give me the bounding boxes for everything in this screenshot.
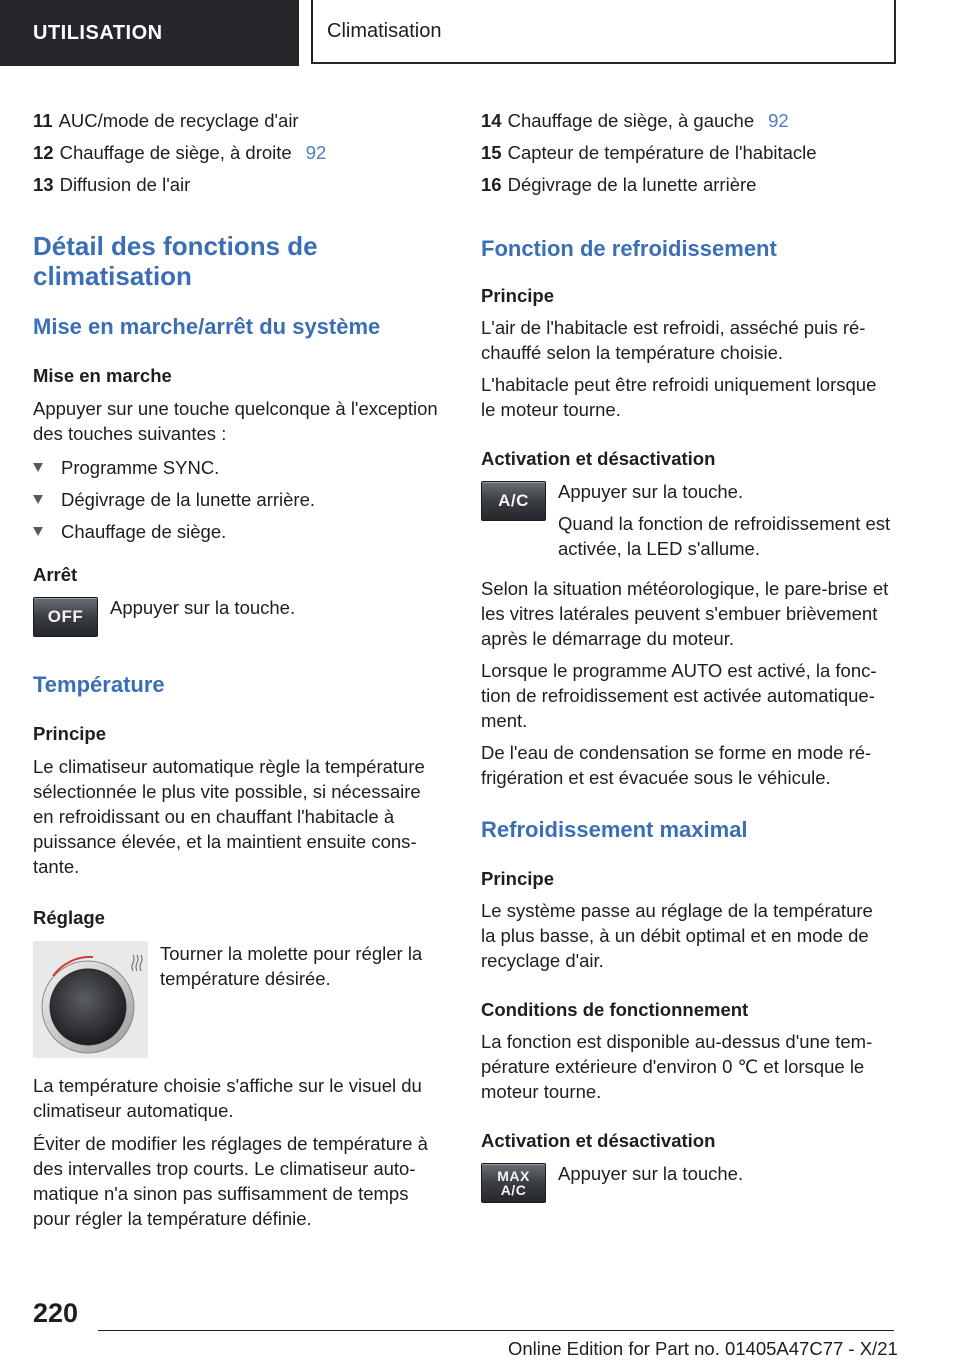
subheading-principle: Principe: [481, 868, 554, 889]
setting-instruction: Tourner la molette pour régler la température désirée.: [33, 941, 443, 1058]
conditions-text: La fonction est disponible au-dessus d'une température extérieure d'environ 0 ℃ et lorsque le moteur tourne.: [481, 1031, 873, 1102]
header-section: [0, 0, 299, 66]
edition-note: Online Edition for Part no. 01405A47C77 - X/21: [508, 1338, 898, 1359]
subheading-max-activation: Activation et désactivation: [481, 1130, 716, 1151]
list-item: Programme SYNC.: [33, 455, 443, 480]
list-item: Dégivrage de la lunette arrière.: [33, 487, 443, 512]
ac-button-icon: A/C: [481, 481, 546, 521]
triangle-bullet-icon: [33, 495, 43, 504]
heading-detail: Détail des fonctions de climatisation: [33, 231, 318, 291]
temperature-knob-icon: [33, 941, 148, 1058]
header-chapter: [311, 0, 896, 64]
heading-on-off: Mise en marche/arrêt du système: [33, 314, 381, 339]
exceptions-list: [33, 455, 443, 544]
legend-item-14: 14 Chauffage de siège, à gauche 92: [481, 110, 789, 131]
subheading-principle: Principe: [481, 285, 554, 306]
list-item: Chauffage de siège.: [33, 519, 443, 544]
footer-divider: [98, 1330, 894, 1331]
page-ref-link[interactable]: 92: [305, 142, 327, 163]
subheading-off: Arrêt: [33, 564, 78, 585]
heading-cooling: Fonction de refroidissement: [481, 236, 777, 261]
subheading-conditions: Conditions de fonctionnement: [481, 999, 749, 1020]
legend-item-11: 11 AUC/mode de recyclage d'air: [33, 110, 299, 131]
chapter-label: Climatisation: [327, 19, 442, 42]
heading-max-cooling: Refroidissement maximal: [481, 817, 748, 842]
temp-display-text: La température choisie s'affiche sur le visuel du climatiseur automatique.: [33, 1075, 422, 1121]
triangle-bullet-icon: [33, 527, 43, 536]
legend-item-16: 16 Dégivrage de la lunette arrière: [481, 174, 757, 195]
page-number: 220: [33, 1298, 79, 1328]
left-column: [33, 108, 443, 1231]
subheading-on: Mise en marche: [33, 365, 172, 386]
max-ac-button-icon: MAX A/C: [481, 1163, 546, 1203]
legend-item-13: 13 Diffusion de l'air: [33, 174, 191, 195]
temp-warning-text: Éviter de modifier les réglages de température à des intervalles trop courts. Le climatiseur automatique n'a sinon pas suffisamment de temps pour régler la température définie.: [33, 1133, 428, 1229]
off-instruction: OFF Appuyer sur la touche.: [33, 595, 443, 637]
heading-temperature: Température: [33, 672, 165, 697]
condensation-text: De l'eau de condensation se forme en mode réfrigération et est évacuée sous le véhicule.: [481, 742, 872, 788]
cool-principle-text: L'air de l'habitacle est refroidi, asséché puis réchauffé selon la température choisie.: [481, 317, 866, 363]
right-column: [481, 108, 891, 1203]
legend-item-12: 12 Chauffage de siège, à droite 92: [33, 142, 327, 163]
section-label: UTILISATION: [33, 21, 163, 44]
max-ac-instruction: MAX A/C Appuyer sur la touche.: [481, 1161, 891, 1203]
on-text: Appuyer sur une touche quelconque à l'exception des touches suivantes :: [33, 398, 438, 444]
max-principle-text: Le système passe au réglage de la température la plus basse, à un débit optimal et en mode de recyclage d'air.: [481, 900, 873, 971]
legend-item-15: 15 Capteur de température de l'habitacle: [481, 142, 817, 163]
subheading-activation: Activation et désactivation: [481, 448, 716, 469]
off-button-icon: OFF: [33, 597, 98, 637]
page-ref-link[interactable]: 92: [768, 110, 789, 131]
temp-principle-text: Le climatiseur automatique règle la température sélectionnée le plus vite possible, si nécessaire en refroidissant ou en chauffant l'habitacle à puissance élevée, et la maintient ensuite constante.: [33, 756, 425, 877]
auto-program-text: Lorsque le programme AUTO est activé, la fonction de refroidissement est activée automatiquement.: [481, 660, 877, 731]
fogging-text: Selon la situation météorologique, le pare-brise et les vitres latérales peuvent s'embuer brièvement après le démarrage du moteur.: [481, 578, 889, 649]
ac-instruction: A/C Appuyer sur la touche. Quand la fonction de refroidissement est activée, la LED s'allume.: [481, 479, 891, 561]
subheading-setting: Réglage: [33, 907, 105, 928]
cool-engine-text: L'habitacle peut être refroidi uniquement lorsque le moteur tourne.: [481, 374, 877, 420]
subheading-principle: Principe: [33, 723, 106, 744]
triangle-bullet-icon: [33, 463, 43, 472]
